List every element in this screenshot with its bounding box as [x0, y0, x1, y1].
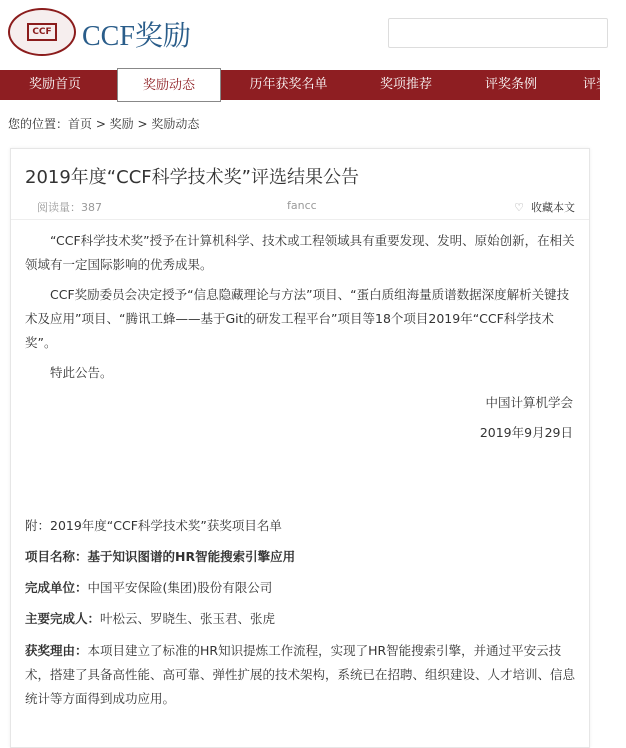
nav-more[interactable]: 评奖 — [582, 77, 609, 92]
brand-title[interactable]: CCF奖励 — [82, 21, 191, 52]
project-unit: 完成单位：中国平安保险(集团)股份有限公司 — [25, 580, 273, 595]
project-name: 项目名称：基于知识图谱的HR智能搜索引擎应用 — [25, 549, 296, 564]
divider — [11, 219, 589, 220]
nav-nominate[interactable]: 奖项推荐 — [379, 77, 432, 92]
paragraph: CCF奖励委员会决定授予“信息隐藏理论与方法”项目、“蛋白质组海量质谱数据深度解析关键技术及应用”项目、“腾讯工蜂——基于Git的研发工程平台”项目等18个项目2019年“CCF科学技术奖”。 — [25, 287, 570, 350]
article-card — [10, 148, 590, 748]
nav-winners[interactable]: 历年获奖名单 — [249, 77, 328, 92]
project-people: 主要完成人：叶松云、罗晓生、张玉君、张虎 — [25, 611, 276, 626]
paragraph: 特此公告。 — [50, 365, 113, 380]
main-nav — [0, 70, 609, 100]
ccf-logo[interactable] — [8, 8, 76, 56]
nav-home[interactable]: 奖励首页 — [28, 77, 81, 92]
appendix — [25, 515, 575, 720]
nav-rules[interactable]: 评奖条例 — [484, 77, 537, 92]
search-input[interactable] — [388, 18, 608, 48]
logo-emblem: CCF — [27, 23, 57, 41]
paragraph: “CCF科学技术奖”授予在计算机科学、技术或工程领域具有重要发现、发明、原始创新，在相关领域有一定国际影响的优秀成果。 — [25, 233, 575, 272]
article-body — [25, 229, 575, 451]
breadcrumb: 您的位置：首页 > 奖励 > 奖励动态 — [8, 117, 200, 131]
view-count: 阅读量：387 — [37, 201, 102, 214]
author: fancc — [287, 199, 317, 212]
article-title: 2019年度“CCF科学技术奖”评选结果公告 — [25, 167, 359, 188]
project-reason: 获奖理由：本项目建立了标准的HR知识提炼工作流程，实现了HR智能搜索引擎，并通过平安云技术，搭建了具备高性能、高可靠、弹性扩展的技术架构，系统已在招聘、组织建设、人才培训、信息统计等方面得到成功应用。 — [25, 643, 576, 706]
article-meta — [25, 199, 575, 215]
date: 2019年9月29日 — [479, 425, 573, 440]
nav-news[interactable]: 奖励动态 — [117, 68, 221, 102]
favorite-label: 收藏本文 — [531, 201, 575, 214]
appendix-title: 附：2019年度“CCF科学技术奖”获奖项目名单 — [25, 518, 282, 533]
signature: 中国计算机学会 — [485, 395, 573, 410]
heart-icon: ♡ — [514, 201, 524, 214]
favorite-button[interactable] — [514, 199, 575, 215]
